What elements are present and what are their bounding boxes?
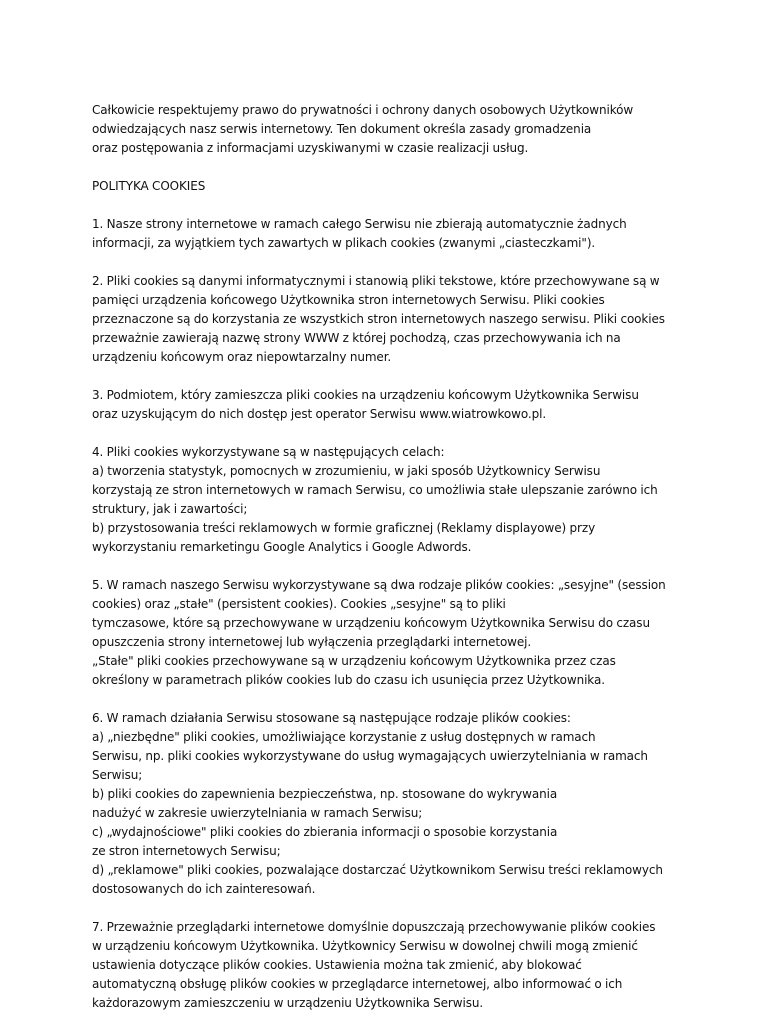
text-line: a) tworzenia statystyk, pomocnych w zrozumieniu, w jaki sposób Użytkownicy Serwisu <box>92 464 601 478</box>
text-line: Całkowicie respektujemy prawo do prywatności i ochrony danych osobowych Użytkowników <box>92 103 634 117</box>
text-line: tymczasowe, które są przechowywane w urządzeniu końcowym Użytkownika Serwisu do czasu <box>92 616 650 630</box>
text-line: 3. Podmiotem, który zamieszcza pliki cookies na urządzeniu końcowym Użytkownika Serwisu <box>92 388 639 402</box>
paragraph <box>92 576 688 690</box>
text-line: automatyczną obsługę plików cookies w przeglądarce internetowej, albo informować o ich <box>92 977 623 991</box>
paragraph <box>92 918 688 1013</box>
text-line: pamięci urządzenia końcowego Użytkownika stron internetowych Serwisu. Pliki cookies <box>92 293 605 307</box>
text-line: 6. W ramach działania Serwisu stosowane są następujące rodzaje plików cookies: <box>92 711 571 725</box>
text-line: Serwisu; <box>92 768 143 782</box>
text-line: nadużyć w zakresie uwierzytelniania w ramach Serwisu; <box>92 806 423 820</box>
paragraph <box>92 101 688 158</box>
text-line: 4. Pliki cookies wykorzystywane są w następujących celach: <box>92 445 445 459</box>
text-line: informacji, za wyjątkiem tych zawartych w plikach cookies (zwanymi „ciasteczkami"). <box>92 236 596 250</box>
text-line: 7. Przeważnie przeglądarki internetowe domyślnie dopuszczają przechowywanie plików cookies <box>92 920 656 934</box>
text-line: cookies) oraz „stałe" (persistent cookies). Cookies „sesyjne" są to pliki <box>92 597 506 611</box>
text-line: określony w parametrach plików cookies lub do czasu ich usunięcia przez Użytkownika. <box>92 673 605 687</box>
text-line: oraz postępowania z informacjami uzyskiwanymi w czasie realizacji usług. <box>92 141 529 155</box>
text-line: przeznaczone są do korzystania ze wszystkich stron internetowych naszego serwisu. Pliki cookies <box>92 312 665 326</box>
text-line: ustawienia dotyczące plików cookies. Ustawienia można tak zmienić, aby blokować <box>92 958 582 972</box>
text-line: 5. W ramach naszego Serwisu wykorzystywane są dwa rodzaje plików cookies: „sesyjne" (session <box>92 578 666 592</box>
text-line: opuszczenia strony internetowej lub wyłączenia przeglądarki internetowej. <box>92 635 532 649</box>
paragraph <box>92 386 688 424</box>
text-line: 2. Pliki cookies są danymi informatycznymi i stanowią pliki tekstowe, które przechowywane są w <box>92 274 660 288</box>
text-line: odwiedzających nasz serwis internetowy. Ten dokument określa zasady gromadzenia <box>92 122 592 136</box>
text-line: b) pliki cookies do zapewnienia bezpieczeństwa, np. stosowane do wykrywania <box>92 787 558 801</box>
document-body <box>92 101 688 1032</box>
text-line: Serwisu, np. pliki cookies wykorzystywane do usług wymagających uwierzytelniania w ramach <box>92 749 648 763</box>
paragraph <box>92 272 688 367</box>
text-line: wykorzystaniu remarketingu Google Analytics i Google Adwords. <box>92 540 472 554</box>
text-line: d) „reklamowe" pliki cookies, pozwalające dostarczać Użytkownikom Serwisu treści reklamowych <box>92 863 663 877</box>
text-line: 1. Nasze strony internetowe w ramach całego Serwisu nie zbierają automatycznie żadnych <box>92 217 627 231</box>
text-line: „Stałe" pliki cookies przechowywane są w urządzeniu końcowym Użytkownika przez czas <box>92 654 616 668</box>
paragraph <box>92 215 688 253</box>
paragraph <box>92 709 688 899</box>
text-line: b) przystosowania treści reklamowych w formie graficznej (Reklamy displayowe) przy <box>92 521 596 535</box>
text-line: korzystają ze stron internetowych w ramach Serwisu, co umożliwia stałe ulepszanie zarówno ich <box>92 483 658 497</box>
text-line: przeważnie zawierają nazwę strony WWW z której pochodzą, czas przechowywania ich na <box>92 331 621 345</box>
text-line: POLITYKA COOKIES <box>92 179 206 193</box>
section-heading <box>92 177 688 196</box>
paragraph <box>92 443 688 557</box>
text-line: w urządzeniu końcowym Użytkownika. Użytkownicy Serwisu w dowolnej chwili mogą zmienić <box>92 939 638 953</box>
text-line: oraz uzyskującym do nich dostęp jest operator Serwisu www.wiatrowkowo.pl. <box>92 407 547 421</box>
text-line: c) „wydajnościowe" pliki cookies do zbierania informacji o sposobie korzystania <box>92 825 558 839</box>
text-line: urządzeniu końcowym oraz niepowtarzalny numer. <box>92 350 392 364</box>
text-line: ze stron internetowych Serwisu; <box>92 844 281 858</box>
text-line: struktury, jak i zawartości; <box>92 502 248 516</box>
text-line: każdorazowym zamieszczeniu w urządzeniu Użytkownika Serwisu. <box>92 996 484 1010</box>
text-line: a) „niezbędne" pliki cookies, umożliwiające korzystanie z usług dostępnych w ramach <box>92 730 596 744</box>
text-line: dostosowanych do ich zainteresowań. <box>92 882 316 896</box>
